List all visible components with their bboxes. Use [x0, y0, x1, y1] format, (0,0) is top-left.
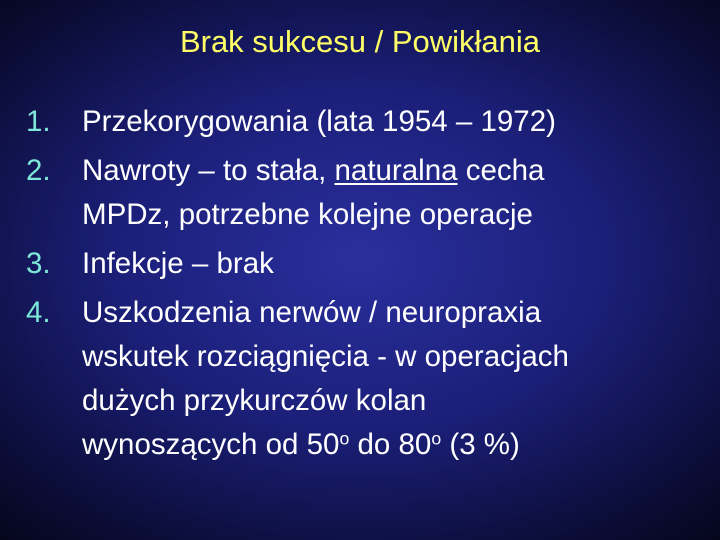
item-text	[82, 149, 706, 193]
item-text: Przekorygowania (lata 1954 – 1972)	[82, 105, 556, 138]
item-text-prefix: Nawroty – to stała,	[82, 154, 335, 187]
item-text: Infekcje – brak	[82, 247, 274, 280]
degree-superscript: o	[431, 428, 442, 449]
item-text-continued: MPDz, potrzebne kolejne operacje	[82, 198, 533, 231]
item-number: 1.	[26, 105, 51, 138]
item-number: 3.	[26, 247, 51, 280]
item-text-suffix: cecha	[457, 154, 545, 187]
list-item	[26, 242, 706, 286]
degree-text-b: do 80	[349, 428, 432, 461]
item-text-continued: dużych przykurczów kolan	[82, 384, 427, 417]
bullet-list	[26, 100, 706, 472]
list-item	[26, 149, 706, 237]
list-item	[26, 100, 706, 144]
degree-text-a: wynoszących od 50	[82, 428, 340, 461]
degree-superscript: o	[339, 428, 350, 449]
item-text-continued	[82, 423, 706, 467]
item-number: 2.	[26, 154, 51, 187]
list-item	[26, 291, 706, 467]
item-text: Uszkodzenia nerwów / neuropraxia	[82, 296, 542, 329]
item-number: 4.	[26, 296, 51, 329]
slide-title: Brak sukcesu / Powikłania	[179, 24, 541, 59]
degree-text-c: (3 %)	[441, 428, 520, 461]
item-text-continued: wskutek rozciągnięcia - w operacjach	[82, 340, 569, 373]
underlined-word: naturalna	[334, 154, 458, 187]
